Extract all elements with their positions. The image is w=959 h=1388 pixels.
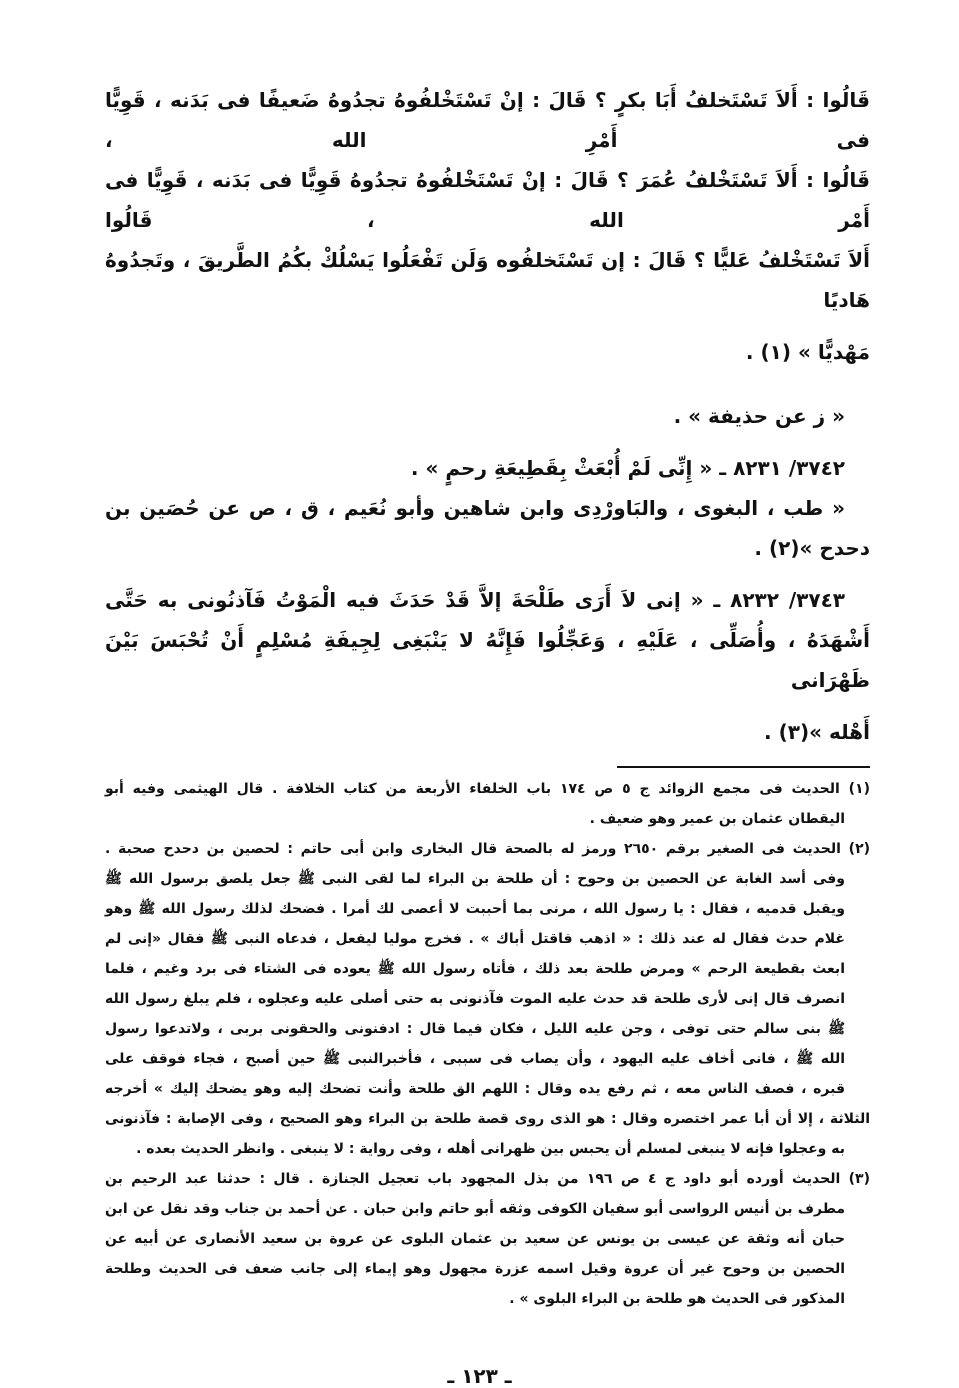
footnote-2-line: به وعجلوا فإنه لا ينبغى لمسلم أن يحبس بين ظهرانى أهله ، وفى رواية : لا ينبغى . وانظر الحديث بعده . [136, 1141, 845, 1157]
footnote-2-line: ابعث بقطيعة الرحم » ومرض طلحة بعد ذلك ، فأتاه رسول الله ﷺ يعوده فى الشتاء فى برد وغيم ، فلما [105, 961, 845, 977]
text-line: أَلاَ تَسْتَخْلفُ عَليًّا ؟ قَالَ : إن تَسْتَخلفُوه وَلَن تَفْعَلُوا يَسْلُكْ بكُمُ الطَّريقَ ، وتَجدُوهُ هَاديًا [105, 248, 870, 312]
footnotes [105, 774, 870, 1314]
footnote-2-line: قبره ، فصف الناس معه ، ثم رفع يده وقال : اللهم الق طلحة وأنت تضحك إليه وهو يضحك إليك » أخرجه [105, 1081, 845, 1097]
text-line: مَهْديًّا » (١) . [745, 340, 870, 364]
hadith-3742: ٣٧٤٢/ ٨٢٣١ ـ « إِنِّى لَمْ أُبْعَثْ بِقَطِيعَةِ رحمٍ » . [410, 456, 845, 480]
footnote-2-line: الله ﷺ ، فانى أخاف عليه اليهود ، وأن يصاب فى سببى ، فأخبرالنبى ﷺ حين أصبح ، فجاء فوقف على [105, 1051, 845, 1067]
main-text [105, 80, 870, 752]
footnote-3-line: المذكور فى الحديث هو طلحة بن البراء البلوى » . [509, 1291, 845, 1307]
source-line: « طب ، البغوى ، والبَاورْدِى وابن شاهين وأبو نُعَيم ، ق ، ص عن حُصَين بن [105, 496, 845, 520]
footnote-2-line: (٢) الحديث فى الصغير برقم ٢٦٥٠ ورمز له بالصحة قال البخارى وابن أبى حاتم : لحصين بن دحدح صحبة . [105, 841, 871, 857]
footnote-2-line: وفى أسد الغابة عن الحصين بن وحوح : أن طلحة بن البراء لما لقى النبى ﷺ جعل يلصق برسول الله ﷺ [105, 871, 845, 887]
source-line: « ز عن حذيفة » . [673, 404, 845, 428]
footnote-1-line: (١) الحديث فى مجمع الزوائد ج ٥ ص ١٧٤ باب الخلفاء الأربعة من كتاب الخلافة . قال الهيثمى وفيه أبو [105, 781, 870, 797]
footnote-2-line: غلام حدث فقال له عند ذلك : « اذهب فاقتل أباك » . فخرج موليا ليفعل ، فدعاه النبى ﷺ فقال «إنى لم [105, 931, 845, 947]
text-line: أَهْله »(٣) . [764, 720, 870, 744]
text-line: دحدح »(٢) . [754, 536, 870, 560]
footnote-2-line: انصرف قال إنى لأرى طلحة قد حدث عليه الموت فآذنونى به حتى أصلى عليه وعجلوه ، فلم يبلغ رسول الله [105, 991, 845, 1007]
footnote-2-line: الثلاثة ، إلا أن أبا عمر اختصره وقال : هو الذى روى قصة طلحة بن البراء وهو الصحيح ، وفى الإصابة : فآذنونى [105, 1111, 870, 1127]
footnote-divider [617, 766, 870, 768]
footnote-2-line: ويقبل قدميه ، فقال : يا رسول الله ، مرنى بما أحببت لا أعصى لك أمرا . فضحك لذلك رسول الله ﷺ وهو [105, 901, 845, 917]
footnote-3-line: (٣) الحديث أورده أبو داود ج ٤ ص ١٩٦ من بذل المجهود باب تعجيل الجنازة . قال : حدثنا عبد الرحيم بن [105, 1171, 870, 1187]
footnote-3-line: حبان أنه وثقة عن عيسى بن يونس عن سعيد بن عثمان البلوى عن عروة بن سعيد الأنصارى عن أبيه عن [105, 1231, 845, 1247]
footnote-2-line: ﷺ بنى سالم حتى توفى ، وجن عليه الليل ، فكان فيما قال : ادفنونى والحقونى بربى ، ولاتدعوا رسول [105, 1021, 845, 1037]
hadith-3743: ٣٧٤٣/ ٨٢٣٢ ـ « إنى لاَ أَرَى طَلْحَةَ إلاَّ قَدْ حَدَثَ فيه الْمَوْتُ فَآذنُونى به حَتَّى [105, 588, 845, 612]
page-number: ـ ١٢٣ ـ [447, 1364, 512, 1388]
footnote-3-line: مطرف بن أنيس الرواسى أبو سفيان الكوفى وثقه أبو حاتم وابن حبان . عن أحمد بن جناب وقد نقل عن ابن [105, 1201, 845, 1217]
footnote-3-line: الحصين بن وحوح غير أن عروة وقيل اسمه عزرة مجهول وهو إيماء إلى جانب ضعف فى الحديث وطلحة [105, 1261, 845, 1277]
text-line: قَالُوا : أَلاَ تَسْتَخلفُ أَبَا بكرٍ ؟ قَالَ : إنْ تَسْتَخْلفُوهُ تجدُوهُ ضَعيفًا فى بَدَنه ، قَوِيًّا فى أَمْرِ الله ، [105, 88, 870, 152]
footnote-1-line: اليقطان عثمان بن عمير وهو ضعيف . [589, 811, 845, 827]
text-line: أَشْهَدَهُ ، وأُصَلِّى ، عَلَيْهِ ، وَعَجِّلُوا فَإِنَّهُ لا يَنْبَغِى لِجِيفَةِ مُسْلِمٍ أَنْ تُحْبَسَ بَيْنَ ظَهْرَانى [105, 628, 870, 692]
text-line: قَالُوا : أَلاَ تَسْتَخْلفُ عُمَرَ ؟ قَالَ : إنْ تَسْتَخْلفُوهُ تجدُوهُ قَوِيًّا فى بَدَنه ، قَوِيًّا فى أَمْر الله ، قَالُوا [105, 168, 870, 232]
